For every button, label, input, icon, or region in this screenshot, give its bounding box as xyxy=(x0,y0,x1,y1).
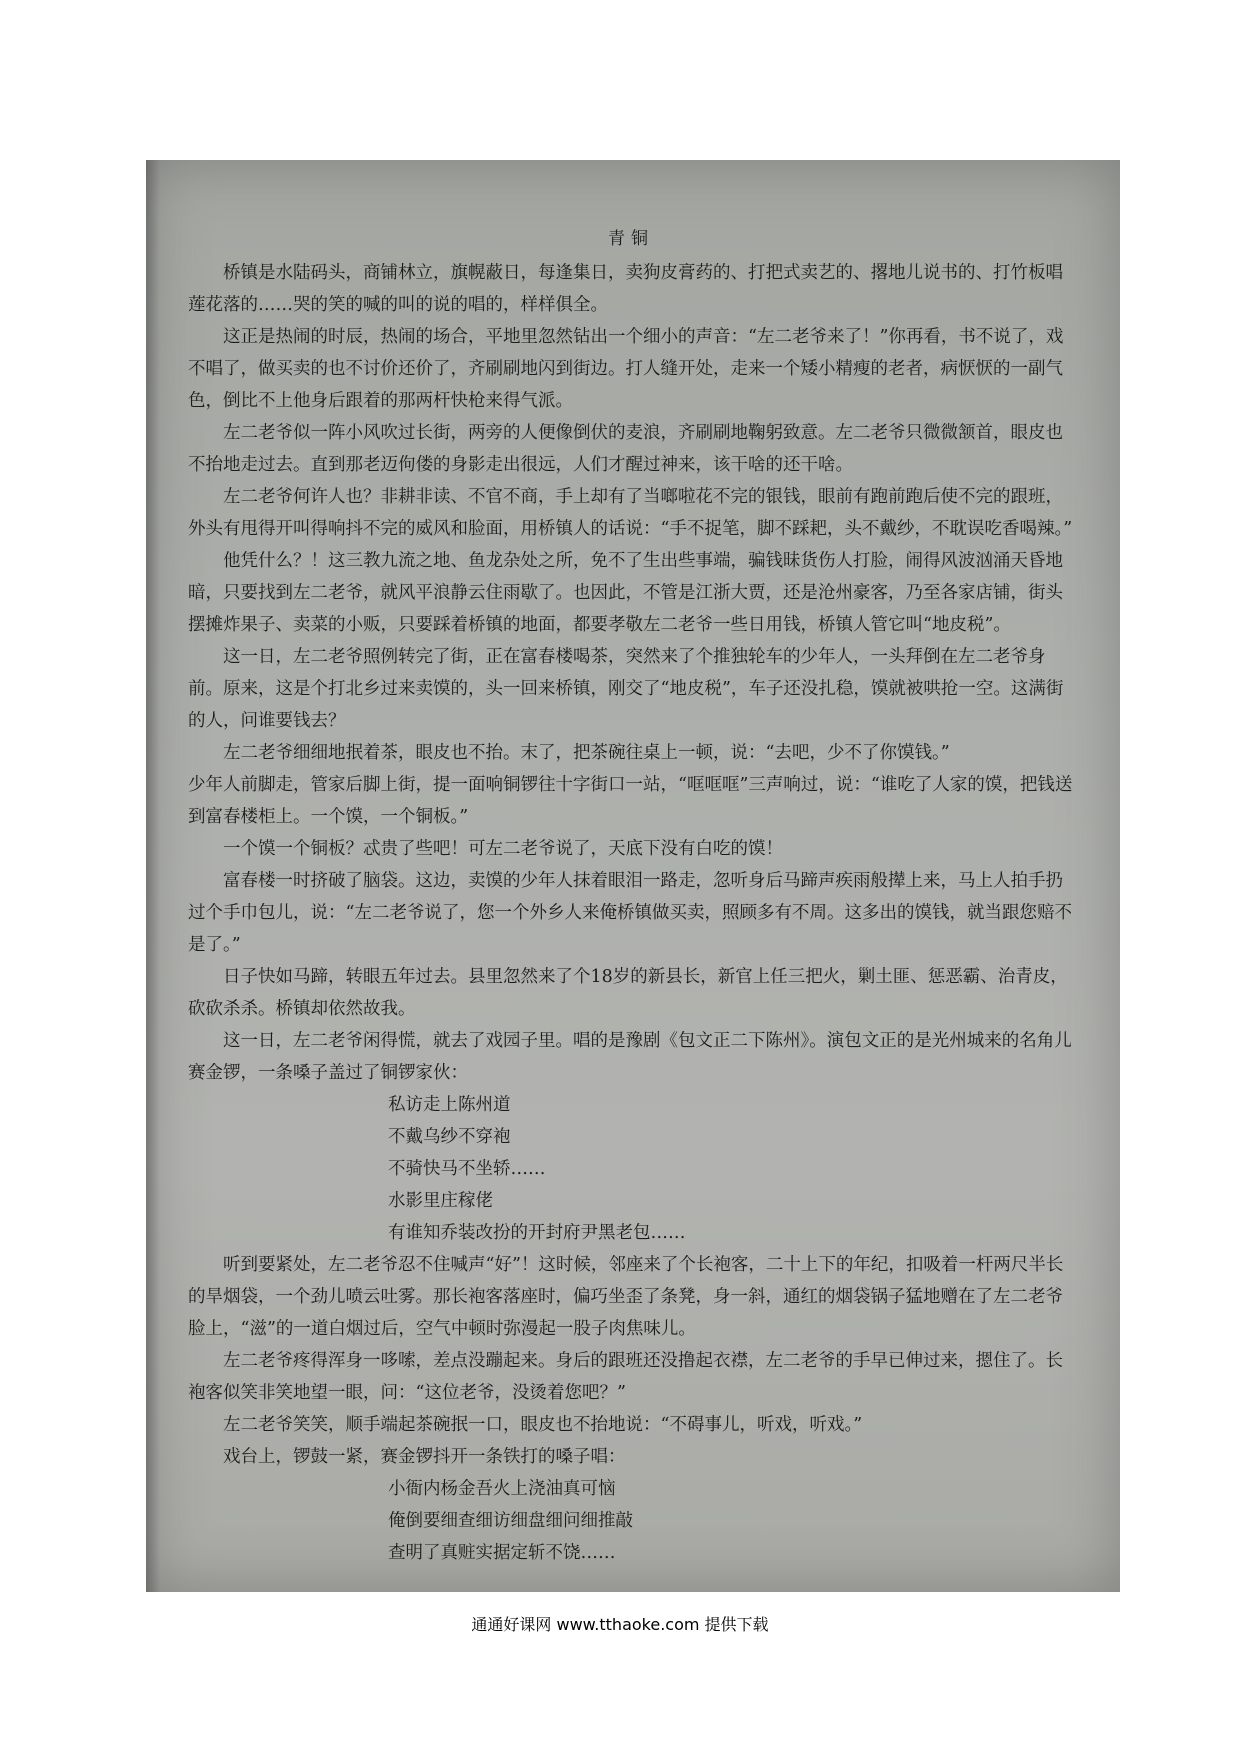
paragraph: 戏台上，锣鼓一紧，赛金锣抖开一条铁打的嗓子唱： xyxy=(223,1447,626,1467)
verse-line: 水影里庄稼佬 xyxy=(388,1191,493,1211)
verse-line: 不戴乌纱不穿袍 xyxy=(388,1127,511,1147)
article-title: 青铜 xyxy=(608,229,654,249)
document-photo xyxy=(146,160,1120,1592)
paragraph: 少年人前脚走，管家后脚上街，提一面响铜锣往十字街口一站，“哐哐哐”三声响过，说：“谁吃了人家的馍，把钱送到富春楼柜上。一个馍，一个铜板。” xyxy=(188,775,1073,827)
paragraph: 左二老爷疼得浑身一哆嗦，差点没蹦起来。身后的跟班还没撸起衣襟，左二老爷的手早已伸过来，摁住了。长袍客似笑非笑地望一眼，问：“这位老爷，没烫着您吧？” xyxy=(188,1351,1063,1403)
verse-line: 私访走上陈州道 xyxy=(388,1095,511,1115)
paragraph: 这正是热闹的时辰，热闹的场合，平地里忽然钻出一个细小的声音：“左二老爷来了！”你再看，书不说了，戏不唱了，做买卖的也不讨价还价了，齐刷刷地闪到街边。打人缝开处，走来一个矮小精瘦的老者，病恹恹的一副气色，倒比不上他身后跟着的那两杆快枪来得气派。 xyxy=(188,327,1064,411)
paragraph: 一个馍一个铜板？忒贵了些吧！可左二老爷说了，天底下没有白吃的馍！ xyxy=(223,839,783,859)
paragraph: 这一日，左二老爷照例转完了街，正在富春楼喝茶，突然来了个推独轮车的少年人，一头拜倒在左二老爷身前。原来，这是个打北乡过来卖馍的，头一回来桥镇，刚交了“地皮税”，车子还没扎稳，馍就被哄抢一空。这满街的人，问谁要钱去？ xyxy=(188,647,1064,731)
verse-line: 查明了真赃实据定斩不饶…… xyxy=(388,1543,616,1563)
paragraph: 日子快如马蹄，转眼五年过去。县里忽然来了个18岁的新县长，新官上任三把火，剿土匪、惩恶霸、治青皮，砍砍杀杀。桥镇却依然故我。 xyxy=(188,967,1068,1019)
paragraph: 听到要紧处，左二老爷忍不住喊声“好”！这时候，邻座来了个长袍客，二十上下的年纪，扣吸着一杆两尺半长的旱烟袋，一个劲儿喷云吐雾。那长袍客落座时，偏巧坐歪了条凳，身一斜，通红的烟袋锅子猛地赠在了左二老爷脸上，“滋”的一道白烟过后，空气中顿时弥漫起一股子肉焦味儿。 xyxy=(188,1255,1064,1339)
paragraph: 这一日，左二老爷闲得慌，就去了戏园子里。唱的是豫剧《包文正二下陈州》。演包文正的是光州城来的名角儿赛金锣，一条嗓子盖过了铜锣家伙： xyxy=(188,1031,1072,1083)
verse-line: 小衙内杨金吾火上浇油真可恼 xyxy=(388,1479,616,1499)
paragraph: 他凭什么？！这三教九流之地、鱼龙杂处之所，免不了生出些事端，骗钱昧货伤人打脸，闹得风波汹涌天昏地暗，只要找到左二老爷，就风平浪静云住雨歇了。也因此，不管是江浙大贾，还是沧州豪客，乃至各家店铺，街头摆摊炸果子、卖菜的小贩，只要踩着桥镇的地面，都要孝敬左二老爷一些日用钱，桥镇人管它叫“地皮税”。 xyxy=(188,551,1063,635)
paragraph: 左二老爷细细地抿着茶，眼皮也不抬。末了，把茶碗往桌上一顿，说：“去吧，少不了你馍钱。” xyxy=(223,743,950,763)
paragraph: 左二老爷何许人也？非耕非读、不官不商，手上却有了当啷啦花不完的银钱，眼前有跑前跑后使不完的跟班，外头有甩得开叫得响抖不完的威风和脸面，用桥镇人的话说：“手不捉笔，脚不踩耙，头不戴纱，不耽误吃香喝辣。” xyxy=(188,487,1073,539)
paragraph: 左二老爷笑笑，顺手端起茶碗抿一口，眼皮也不抬地说：“不碍事儿，听戏，听戏。” xyxy=(223,1415,863,1435)
download-footer: 通通好课网 www.tthaoke.com 提供下载 xyxy=(471,1615,769,1634)
paragraph: 左二老爷似一阵小风吹过长街，两旁的人便像倒伏的麦浪，齐刷刷地鞠躬致意。左二老爷只微微颔首，眼皮也不抬地走过去。直到那老迈佝偻的身影走出很远，人们才醒过神来，该干啥的还干啥。 xyxy=(188,423,1063,475)
paragraph: 桥镇是水陆码头，商铺林立，旗幌蔽日，每逢集日，卖狗皮膏药的、打把式卖艺的、撂地儿说书的、打竹板唱莲花落的……哭的笑的喊的叫的说的唱的，样样俱全。 xyxy=(188,263,1063,315)
paragraph: 富春楼一时挤破了脑袋。这边，卖馍的少年人抹着眼泪一路走，忽听身后马蹄声疾雨般撵上来，马上人拍手扔过个手巾包儿，说：“左二老爷说了，您一个外乡人来俺桥镇做买卖，照顾多有不周。这多出的馍钱，就当跟您赔不是了。” xyxy=(188,871,1072,955)
verse-line: 有谁知乔装改扮的开封府尹黑老包…… xyxy=(388,1223,686,1243)
verse-line: 不骑快马不坐轿…… xyxy=(388,1159,546,1179)
verse-line: 俺倒要细查细访细盘细问细推敲 xyxy=(388,1511,633,1531)
